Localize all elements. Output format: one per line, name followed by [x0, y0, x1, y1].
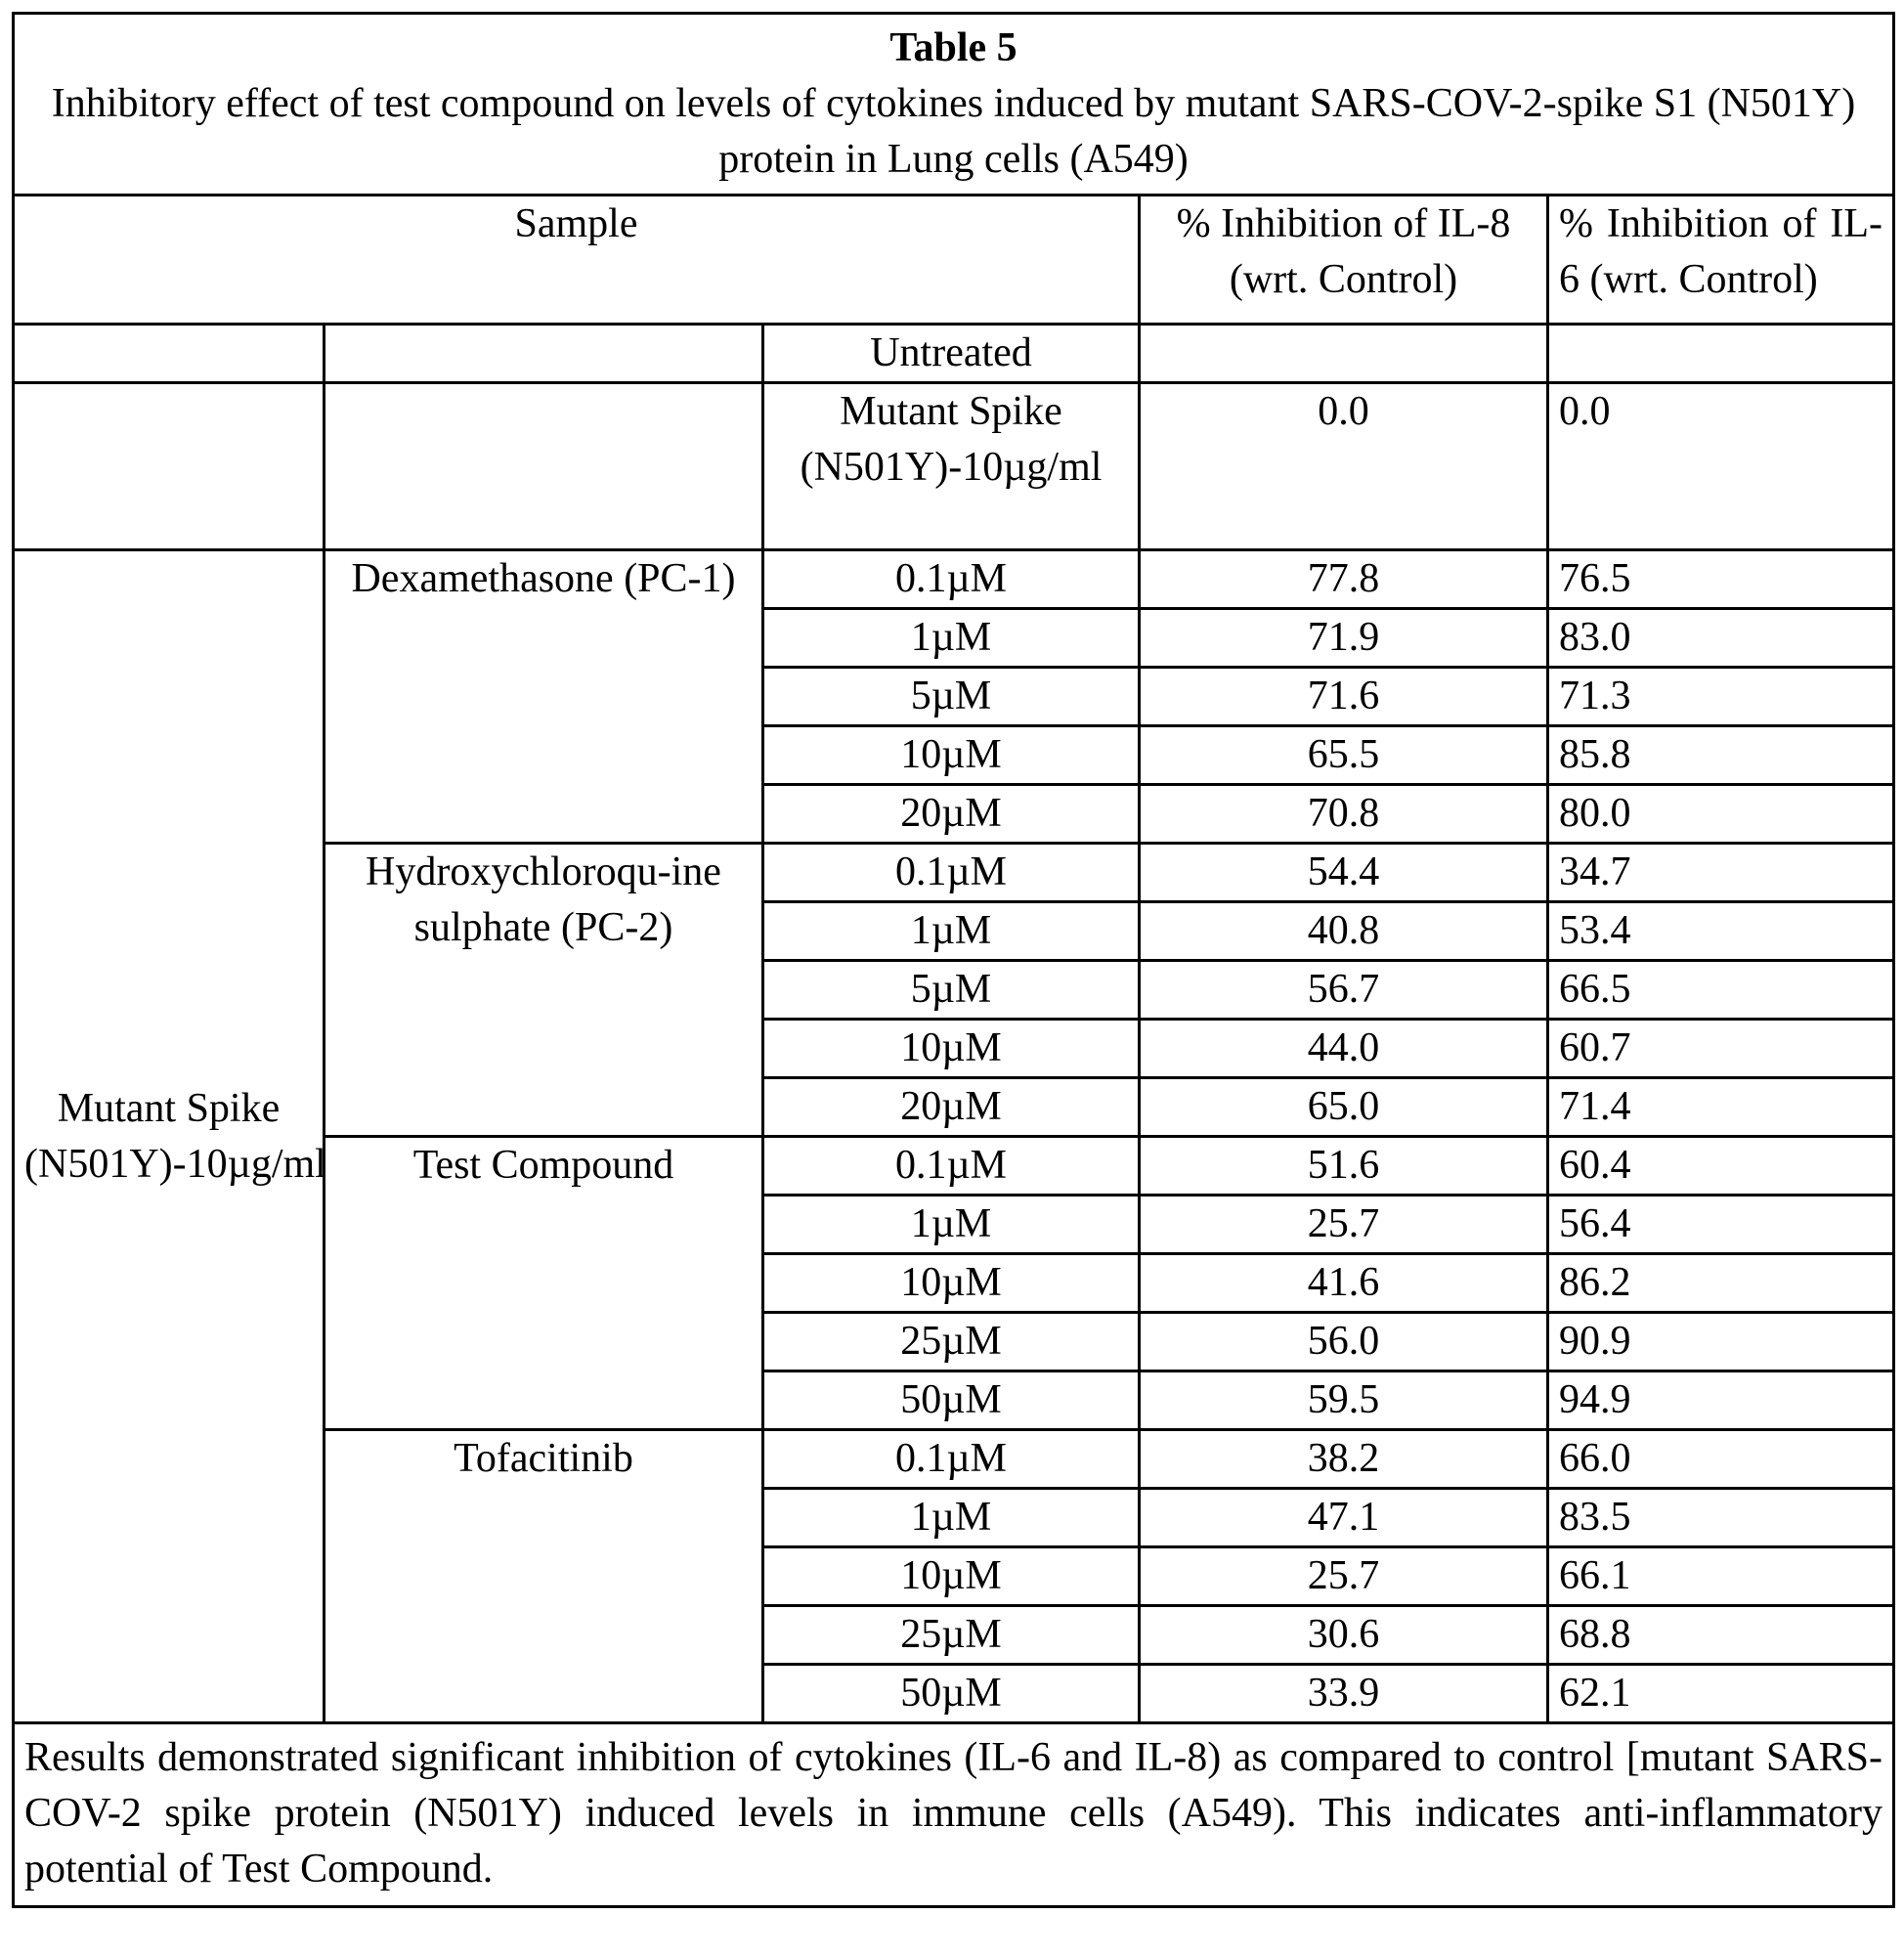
concentration-cell: 10µM	[763, 1020, 1140, 1078]
il6-value: 53.4	[1548, 902, 1894, 961]
il8-value: 25.7	[1140, 1547, 1548, 1606]
concentration-cell: 50µM	[763, 1665, 1140, 1723]
title-row	[14, 14, 1894, 196]
il8-value: 41.6	[1140, 1254, 1548, 1313]
table-title: Inhibitory effect of test compound on levels of cytokines induced by mutant SARS-COV-2-spike S1 (N501Y) protein in Lung cells (A549)	[51, 81, 1856, 182]
il6-value: 71.4	[1548, 1078, 1894, 1137]
header-il8: % Inhibition of IL-8 (wrt. Control)	[1140, 196, 1548, 325]
footer-note: Results demonstrated significant inhibition of cytokines (IL-6 and IL-8) as compared to control [mutant SARS-COV-2 spike protein (N501Y) induced levels in immune cells (A549). This indicates anti-inflammatory potential of Test Compound.	[14, 1723, 1894, 1907]
il6-value: 94.9	[1548, 1371, 1894, 1430]
il6-value: 85.8	[1548, 726, 1894, 785]
il8-value: 44.0	[1140, 1020, 1548, 1078]
il8-value: 51.6	[1140, 1137, 1548, 1196]
header-sample: Sample	[14, 196, 1140, 325]
concentration-cell: 10µM	[763, 1547, 1140, 1606]
il6-value: 66.1	[1548, 1547, 1894, 1606]
untreated-row	[14, 325, 1894, 383]
concentration-cell: 1µM	[763, 1489, 1140, 1547]
il8-value: 25.7	[1140, 1196, 1548, 1254]
il6-value: 90.9	[1548, 1313, 1894, 1371]
concentration-cell: 10µM	[763, 1254, 1140, 1313]
il6-value: 68.8	[1548, 1606, 1894, 1665]
control-il8: 0.0	[1140, 383, 1548, 550]
control-il6: 0.0	[1548, 383, 1894, 550]
il8-value: 77.8	[1140, 550, 1548, 609]
cell-empty	[325, 383, 763, 550]
il8-value: 56.0	[1140, 1313, 1548, 1371]
groups-body	[14, 550, 1894, 1723]
il6-value: 83.0	[1548, 609, 1894, 668]
control-row	[14, 383, 1894, 550]
concentration-cell: 1µM	[763, 902, 1140, 961]
concentration-cell: 25µM	[763, 1606, 1140, 1665]
concentration-cell: 1µM	[763, 609, 1140, 668]
il6-value: 83.5	[1548, 1489, 1894, 1547]
il8-value: 54.4	[1140, 844, 1548, 902]
concentration-cell: 0.1µM	[763, 550, 1140, 609]
header-il6: % Inhibition of IL-6 (wrt. Control)	[1548, 196, 1894, 325]
il8-value: 40.8	[1140, 902, 1548, 961]
header-row	[14, 196, 1894, 325]
il8-value: 65.0	[1140, 1078, 1548, 1137]
table-caption	[14, 14, 1894, 196]
il6-value: 34.7	[1548, 844, 1894, 902]
control-label: Mutant Spike (N501Y)-10µg/ml	[763, 383, 1140, 550]
untreated-il8	[1140, 325, 1548, 383]
table-number: Table 5	[889, 25, 1017, 70]
group-name: Tofacitinib	[325, 1430, 763, 1723]
il8-value: 56.7	[1140, 961, 1548, 1020]
group-name: Dexamethasone (PC-1)	[325, 550, 763, 844]
il6-value: 60.7	[1548, 1020, 1894, 1078]
il8-value: 65.5	[1140, 726, 1548, 785]
footer-row	[14, 1723, 1894, 1907]
concentration-cell: 0.1µM	[763, 1430, 1140, 1489]
concentration-cell: 0.1µM	[763, 844, 1140, 902]
il6-value: 56.4	[1548, 1196, 1894, 1254]
il8-value: 38.2	[1140, 1430, 1548, 1489]
il6-value: 66.0	[1548, 1430, 1894, 1489]
cell-empty	[14, 325, 325, 383]
concentration-cell: 50µM	[763, 1371, 1140, 1430]
cell-empty	[14, 383, 325, 550]
il8-value: 70.8	[1140, 785, 1548, 844]
il8-value: 33.9	[1140, 1665, 1548, 1723]
il8-value: 71.6	[1140, 668, 1548, 726]
il6-value: 80.0	[1548, 785, 1894, 844]
il6-value: 71.3	[1548, 668, 1894, 726]
concentration-cell: 20µM	[763, 1078, 1140, 1137]
il6-value: 66.5	[1548, 961, 1894, 1020]
il8-value: 30.6	[1140, 1606, 1548, 1665]
concentration-cell: 5µM	[763, 961, 1140, 1020]
concentration-cell: 0.1µM	[763, 1137, 1140, 1196]
concentration-cell: 25µM	[763, 1313, 1140, 1371]
concentration-cell: 1µM	[763, 1196, 1140, 1254]
il6-value: 76.5	[1548, 550, 1894, 609]
untreated-label: Untreated	[763, 325, 1140, 383]
results-table	[12, 12, 1895, 1908]
inducer-label: Mutant Spike (N501Y)-10µg/ml	[14, 550, 325, 1723]
concentration-cell: 5µM	[763, 668, 1140, 726]
table-row	[14, 550, 1894, 609]
group-name: Hydroxychloroqu-ine sulphate (PC-2)	[325, 844, 763, 1137]
il6-value: 60.4	[1548, 1137, 1894, 1196]
il8-value: 59.5	[1140, 1371, 1548, 1430]
il6-value: 86.2	[1548, 1254, 1894, 1313]
untreated-il6	[1548, 325, 1894, 383]
il8-value: 71.9	[1140, 609, 1548, 668]
concentration-cell: 10µM	[763, 726, 1140, 785]
cell-empty	[325, 325, 763, 383]
il6-value: 62.1	[1548, 1665, 1894, 1723]
il8-value: 47.1	[1140, 1489, 1548, 1547]
group-name: Test Compound	[325, 1137, 763, 1430]
concentration-cell: 20µM	[763, 785, 1140, 844]
